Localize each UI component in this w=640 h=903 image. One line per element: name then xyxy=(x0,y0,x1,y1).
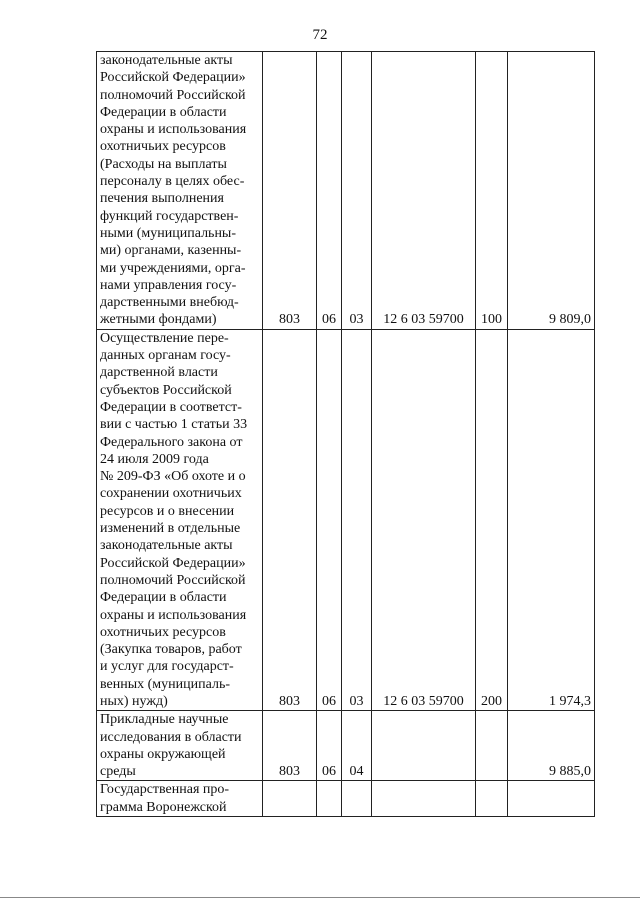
item-name-line: законодательные акты xyxy=(100,53,233,68)
item-name-line: ресурсов и о внесении xyxy=(100,503,235,519)
table-row xyxy=(97,711,595,781)
item-name-line: грамма Воронежской xyxy=(100,799,227,815)
cell-target-article xyxy=(372,781,476,817)
cell-subsection: 04 xyxy=(342,711,372,781)
table-row xyxy=(97,781,595,817)
table-row xyxy=(97,329,595,711)
item-name-line: полномочий Российской xyxy=(100,572,246,588)
cell-subsection: 03 xyxy=(342,52,372,330)
item-name-line: Прикладные научные xyxy=(100,712,229,728)
cell-subsection: 03 xyxy=(342,329,372,711)
cell-item-name xyxy=(97,329,263,711)
item-name-line: Федерации в соответст- xyxy=(100,399,242,415)
item-name-line: Федерального закона от xyxy=(100,434,243,450)
item-name-line: сохранении охотничьих xyxy=(100,486,242,502)
item-name-line: изменений в отдельные xyxy=(100,521,241,537)
item-name-line: ных) нужд) xyxy=(100,693,168,709)
item-name-line: Федерации в области xyxy=(100,590,227,606)
cell-section: 06 xyxy=(317,329,342,711)
item-name-line: и услуг для государст- xyxy=(100,659,234,675)
item-name-line: вии с частью 1 статьи 33 xyxy=(100,417,248,433)
item-name-line: охотничьих ресурсов xyxy=(100,624,226,640)
item-name-line: охраны и использования xyxy=(100,122,247,138)
cell-amount: 9 885,0 xyxy=(508,711,595,781)
item-name-line: ными (муниципальны- xyxy=(100,225,237,241)
item-name-line: Российской Федерации» xyxy=(100,555,246,571)
item-name-line: исследования в области xyxy=(100,729,242,745)
item-name-line: функций государствен- xyxy=(100,208,239,224)
cell-amount: 1 974,3 xyxy=(508,329,595,711)
item-name-line: охраны окружающей xyxy=(100,746,226,762)
cell-section xyxy=(317,781,342,817)
item-name-line: (Закупка товаров, работ xyxy=(100,642,242,658)
cell-item-name xyxy=(97,781,263,817)
cell-amount xyxy=(508,781,595,817)
table-row xyxy=(97,52,595,330)
item-name-line: нами управления госу- xyxy=(100,277,237,293)
cell-target-article: 12 6 03 59700 xyxy=(372,52,476,330)
item-name-line: (Расходы на выплаты xyxy=(100,156,227,172)
cell-target-article xyxy=(372,711,476,781)
item-name-line: законодательные акты xyxy=(100,538,233,554)
item-name-line: данных органам госу- xyxy=(100,348,231,364)
cell-admin-code xyxy=(263,781,317,817)
cell-expense-type: 100 xyxy=(476,52,508,330)
item-name-line: ми учреждениями, орга- xyxy=(100,260,246,276)
cell-admin-code: 803 xyxy=(263,329,317,711)
cell-expense-type: 200 xyxy=(476,329,508,711)
page-bottom-edge xyxy=(0,897,640,898)
cell-subsection xyxy=(342,781,372,817)
item-name-line: венных (муниципаль- xyxy=(100,676,230,692)
page-number: 72 xyxy=(312,27,328,43)
item-name-line: дарственной власти xyxy=(100,365,218,381)
item-name-line: субъектов Российской xyxy=(100,382,232,398)
cell-admin-code: 803 xyxy=(263,711,317,781)
cell-expense-type xyxy=(476,781,508,817)
item-name-line: охраны и использования xyxy=(100,607,247,623)
item-name-line: дарственными внебюд- xyxy=(100,295,239,311)
item-name-line: жетными фондами) xyxy=(100,312,217,328)
cell-target-article: 12 6 03 59700 xyxy=(372,329,476,711)
item-name-line: 24 июля 2009 года xyxy=(100,451,209,467)
budget-table xyxy=(96,51,595,817)
item-name-line: Осуществление пере- xyxy=(100,330,229,346)
item-name-line: Федерации в области xyxy=(100,104,227,120)
item-name-line: персоналу в целях обес- xyxy=(100,174,245,190)
item-name-line: печения выполнения xyxy=(100,191,224,207)
cell-section: 06 xyxy=(317,711,342,781)
item-name-line: № 209-ФЗ «Об охоте и о xyxy=(100,469,246,485)
cell-section: 06 xyxy=(317,52,342,330)
cell-item-name xyxy=(97,711,263,781)
item-name-line: полномочий Российской xyxy=(100,87,246,103)
cell-expense-type xyxy=(476,711,508,781)
item-name-line: ми) органами, казенны- xyxy=(100,243,242,259)
cell-item-name xyxy=(97,52,263,330)
cell-amount: 9 809,0 xyxy=(508,52,595,330)
item-name-line: Государственная про- xyxy=(100,782,230,798)
item-name-line: охотничьих ресурсов xyxy=(100,139,226,155)
cell-admin-code: 803 xyxy=(263,52,317,330)
item-name-line: среды xyxy=(100,764,136,780)
item-name-line: Российской Федерации» xyxy=(100,70,246,86)
